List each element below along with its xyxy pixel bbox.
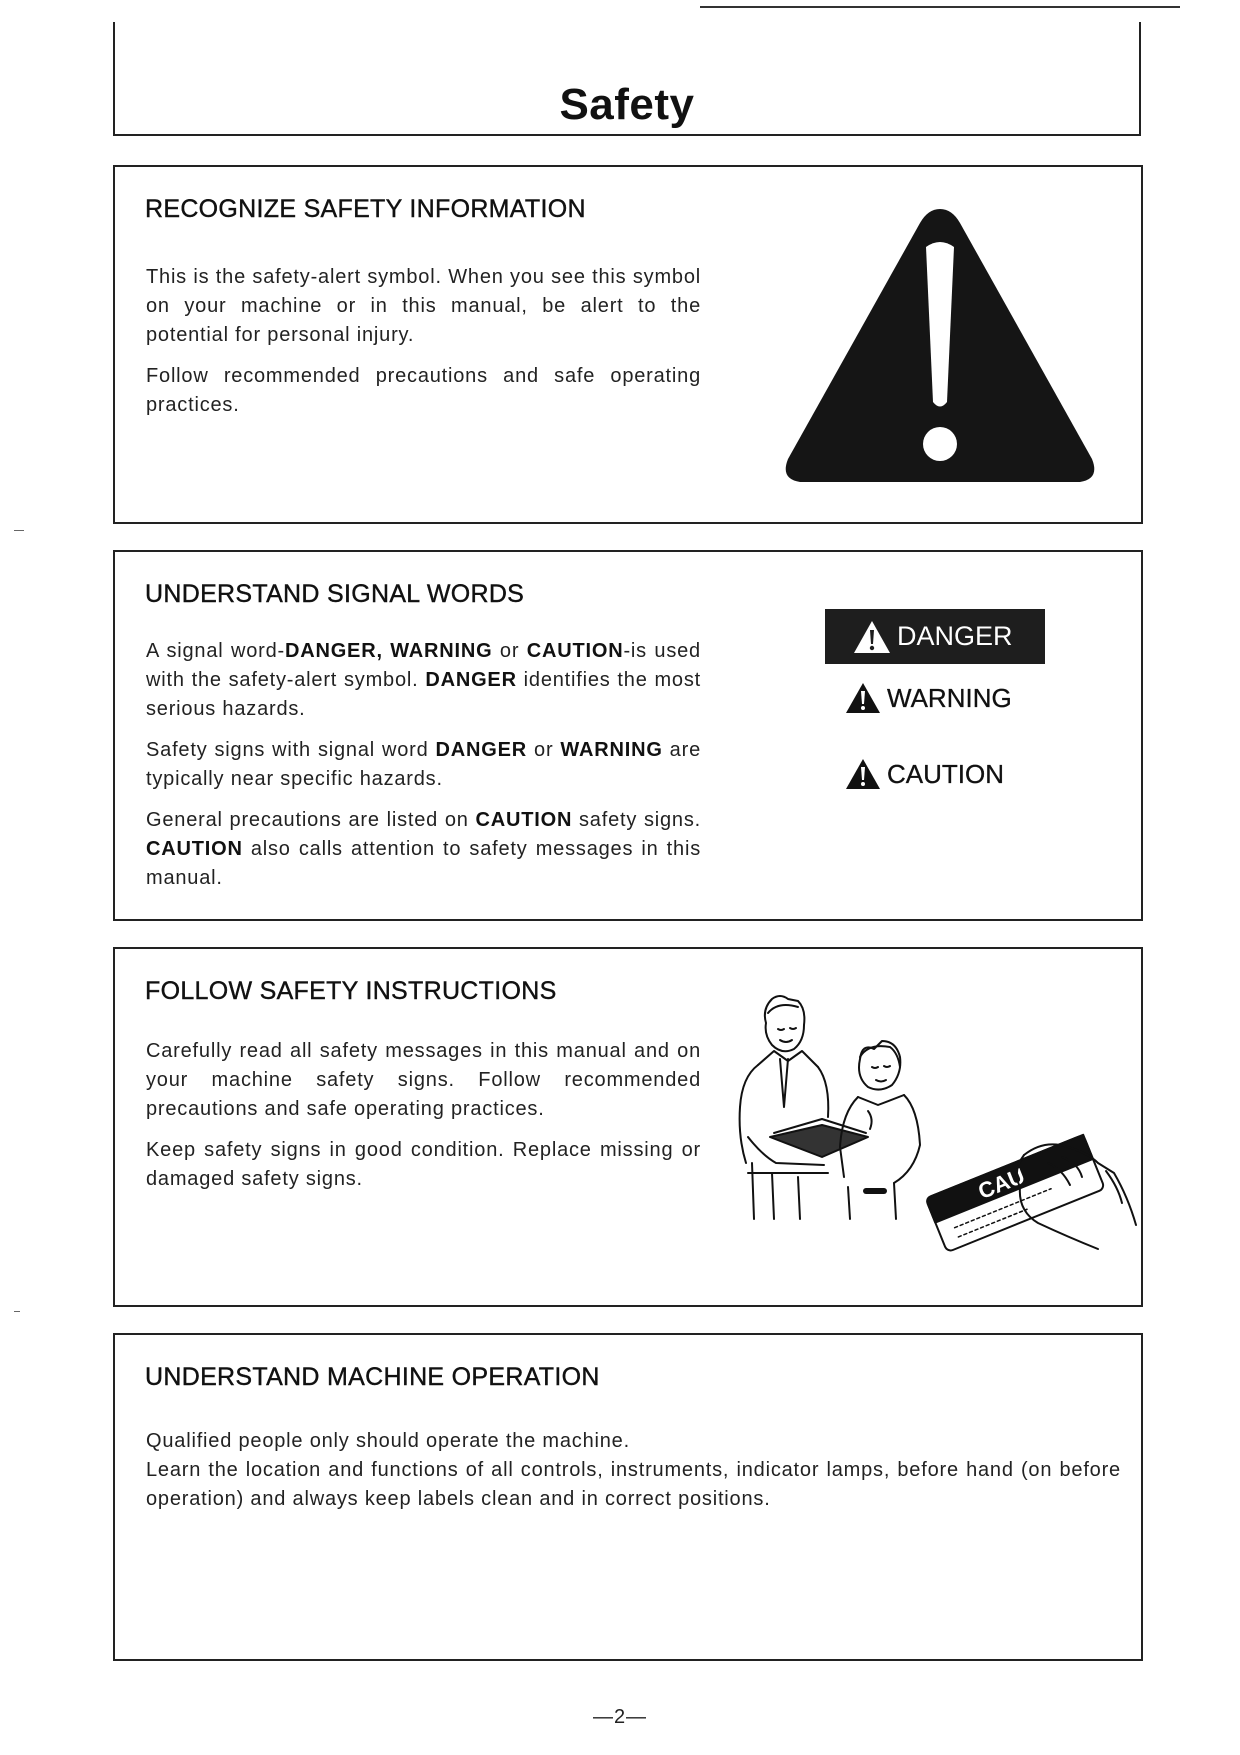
- section-heading: RECOGNIZE SAFETY INFORMATION: [145, 195, 586, 223]
- text-run: General precautions are listed on: [146, 809, 476, 831]
- text-run: or: [492, 640, 527, 662]
- signal-word-caution: CAUTION: [526, 640, 624, 662]
- section-machine-operation: [113, 1333, 1143, 1661]
- paragraph: This is the safety-alert symbol. When you see this symbol on your machine or in this manual, be alert to the potential for personal injury.: [146, 266, 701, 346]
- section-signal-words: [113, 550, 1143, 921]
- caution-label: CAUTION: [887, 758, 1004, 789]
- text-run: are typically near specific hazards.: [146, 739, 701, 790]
- paragraph: [146, 637, 701, 724]
- paragraph: Follow recommended precautions and safe operating practices.: [146, 365, 701, 416]
- page-title: Safety: [559, 80, 695, 129]
- signal-word-warning: WARNING: [560, 739, 663, 761]
- paragraph: Carefully read all safety messages in this manual and on your machine safety signs. Follow recommended precautions and safe operating practices.: [146, 1040, 701, 1120]
- warning-label: WARNING: [887, 682, 1012, 713]
- section-heading: FOLLOW SAFETY INSTRUCTIONS: [145, 977, 557, 1005]
- paragraph: [146, 806, 701, 893]
- paragraph: Qualified people only should operate the machine.: [146, 1430, 630, 1452]
- text-run: -is used with the safety-alert symbol.: [146, 640, 701, 691]
- section-heading: UNDERSTAND MACHINE OPERATION: [145, 1363, 600, 1391]
- warning-sign-icon: [845, 682, 881, 714]
- danger-sign: [825, 609, 1045, 664]
- scan-edge-line: [700, 6, 1180, 8]
- signal-word-danger: DANGER: [435, 739, 528, 761]
- signal-word-danger: DANGER: [425, 669, 517, 691]
- section-follow-instructions: [113, 947, 1143, 1307]
- signal-word-warning: WARNING: [390, 640, 493, 662]
- signal-word-examples: [825, 609, 1085, 829]
- text-run: Safety signs with signal word: [146, 739, 436, 761]
- safety-alert-triangle-icon: [780, 197, 1100, 495]
- signal-word-caution: CAUTION: [475, 809, 573, 831]
- page-number: —2—: [592, 1706, 648, 1728]
- paragraph: [146, 736, 701, 794]
- margin-mark: [14, 530, 24, 531]
- caution-sign-icon: [845, 758, 881, 790]
- signal-word-caution: CAUTION: [146, 838, 243, 860]
- label-caution-text: CAU: [974, 1162, 1029, 1205]
- section-body: [146, 637, 701, 905]
- section-recognize-safety: [113, 165, 1143, 524]
- paragraph: Learn the location and functions of all controls, instruments, indicator lamps, before hand (on before operation) and always keep labels clean and in correct positions.: [146, 1459, 1121, 1510]
- danger-sign-icon: [853, 620, 891, 654]
- text-run: also calls attention to safety messages in this manual.: [146, 838, 701, 889]
- danger-label: DANGER: [897, 621, 1013, 651]
- text-run: A signal word-: [146, 640, 285, 662]
- section-body: [146, 1427, 1121, 1514]
- section-body: [146, 263, 701, 432]
- text-run: identifies the most serious hazards.: [146, 669, 702, 720]
- caution-sign: [845, 758, 1004, 790]
- paragraph: Keep safety signs in good condition. Replace missing or damaged safety signs.: [146, 1139, 701, 1190]
- warning-sign: [845, 682, 1012, 714]
- margin-mark: [14, 1311, 20, 1312]
- signal-word-danger: DANGER,: [284, 640, 383, 662]
- section-heading: UNDERSTAND SIGNAL WORDS: [145, 580, 525, 608]
- page-header: [113, 22, 1141, 136]
- text-run: or: [527, 739, 561, 761]
- people-reading-manual-illustration: [718, 987, 1138, 1257]
- text-run: safety signs.: [572, 809, 701, 831]
- section-body: [146, 1037, 701, 1206]
